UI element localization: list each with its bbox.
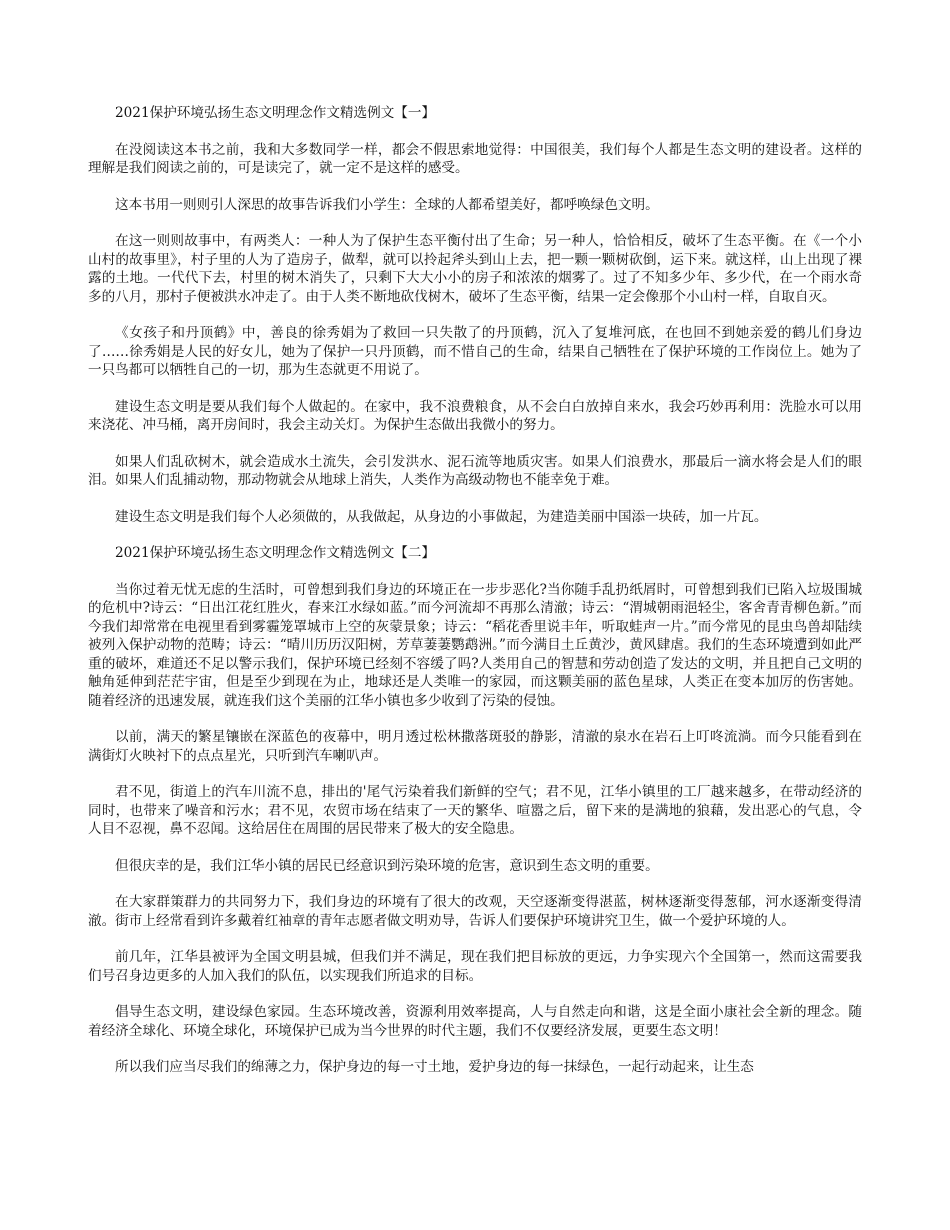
- section-2-paragraph: 在大家群策群力的共同努力下，我们身边的环境有了很大的改观，天空逐渐变得湛蓝，树林逐渐变得葱郁，河水逐渐变得清澈。街市上经常看到许多戴着红袖章的青年志愿者做文明劝导，告诉人们要保护环境讲究卫生，做一个爱护环境的人。: [88, 894, 862, 929]
- document-body: [88, 104, 862, 1095]
- section-2-heading: 2021保护环境弘扬生态文明理念作文精选例文【二】: [115, 545, 436, 561]
- section-2-paragraph: 所以我们应当尽我们的绵薄之力，保护身边的每一寸土地，爱护身边的每一抹绿色，一起行动起来，让生态: [115, 1059, 754, 1075]
- section-1-heading: 2021保护环境弘扬生态文明理念作文精选例文【一】: [115, 105, 436, 121]
- section-1-paragraph: 在这一则则故事中，有两类人：一种人为了保护生态平衡付出了生命；另一种人，恰恰相反，破坏了生态平衡。在《一个小山村的故事里》，村子里的人为了造房子，做犁，就可以拎起斧头到山上去，把一颗一颗树砍倒，运下来。就这样，山上出现了裸露的土地。一代代下去，村里的树木消失了，只剩下大大小小的房子和浓浓的烟雾了。过了不知多少年、多少代，在一个雨水奇多的八月，那村子便被洪水冲走了。由于人类不断地砍伐树木，破坏了生态平衡，结果一定会像那个小山村一样，自取自灭。: [88, 233, 862, 305]
- section-2-paragraph: 前几年，江华县被评为全国文明县城，但我们并不满足，现在我们把目标放的更远，力争实现六个全国第一，然而这需要我们号召身边更多的人加入我们的队伍，以实现我们所追求的目标。: [88, 949, 862, 984]
- section-2-paragraph: 当你过着无忧无虑的生活时，可曾想到我们身边的环境正在一步步恶化?当你随手乱扔纸屑时，可曾想到我们已陷入垃圾围城的危机中?诗云：“日出江花红胜火，春来江水绿如蓝。”而今河流却不再那么清澈；诗云：“渭城朝雨浥轻尘，客舍青青柳色新。”而今我们却常常在电视里看到雾霾笼罩城市上空的灰蒙景象；诗云：“稻花香里说丰年，听取蛙声一片。”而今常见的昆虫鸟兽却陆续被列入保护动物的范畴；诗云：“晴川历历汉阳树，芳草萋萋鹦鹉洲。”而今满目土丘黄沙，黄风肆虐。我们的生态环境遭到如此严重的破坏，难道还不足以警示我们，保护环境已经刻不容缓了吗?人类用自己的智慧和劳动创造了发达的文明，并且把自己文明的触角延伸到茫茫宇宙，但是至少到现在为止，地球还是人类唯一的家园，而这颗美丽的蓝色星球，人类正在变本加厉的伤害她。随着经济的迅速发展，就连我们这个美丽的江华小镇也多少收到了污染的侵蚀。: [88, 581, 862, 709]
- section-1-paragraph: 建设生态文明是我们每个人必须做的，从我做起，从身边的小事做起，为建造美丽中国添一块砖，加一片瓦。: [115, 508, 768, 525]
- section-1-paragraph: 如果人们乱砍树木，就会造成水土流失，会引发洪水、泥石流等地质灾害。如果人们浪费水，那最后一滴水将会是人们的眼泪。如果人们乱捕动物，那动物就会从地球上消失，人类作为高级动物也不能幸免于难。: [88, 453, 862, 488]
- section-1-paragraph: 建设生态文明是要从我们每个人做起的。在家中，我不浪费粮食，从不会白白放掉自来水，我会巧妙再利用：洗脸水可以用来浇花、冲马桶，离开房间时，我会主动关灯。为保护生态做出我微小的努力。: [88, 398, 862, 433]
- section-2-paragraph: 以前，满天的繁星镶嵌在深蓝色的夜幕中，明月透过松林撒落斑驳的静影，清澈的泉水在岩石上叮咚流淌。而今只能看到在满街灯火映衬下的点点星光，只听到汽车喇叭声。: [88, 729, 862, 764]
- section-2-paragraph: 倡导生态文明，建设绿色家园。生态环境改善，资源利用效率提高，人与自然走向和谐，这是全面小康社会全新的理念。随着经济全球化、环境全球化，环境保护已成为当今世界的时代主题，我们不仅要经济发展，更要生态文明！: [88, 1004, 862, 1039]
- section-1-paragraph: 《女孩子和丹顶鹤》中，善良的徐秀娟为了救回一只失散了的丹顶鹤，沉入了复堆河底，在也回不到她亲爱的鹤儿们身边了……徐秀娟是人民的好女儿，她为了保护一只丹顶鹤，而不惜自己的生命，结果自己牺牲在了保护环境的工作岗位上。她为了一只鸟都可以牺牲自己的一切，那为生态就更不用说了。: [88, 325, 862, 378]
- section-1-paragraph: 在没阅读这本书之前，我和大多数同学一样，都会不假思索地觉得：中国很美，我们每个人都是生态文明的建设者。这样的理解是我们阅读之前的，可是读完了，就一定不是这样的感受。: [88, 141, 862, 176]
- section-1-paragraph: 这本书用一则则引人深思的故事告诉我们小学生：全球的人都希望美好，都呼唤绿色文明。: [115, 196, 659, 213]
- section-2-paragraph: 君不见，街道上的汽车川流不息，排出的'尾气污染着我们新鲜的空气；君不见，江华小镇里的工厂越来越多，在带动经济的同时，也带来了噪音和污水；君不见，农贸市场在结束了一天的繁华、喧嚣之后，留下来的是满地的狼藉，发出恶心的气息，令人目不忍视，鼻不忍闻。这给居住在周围的居民带来了极大的安全隐患。: [88, 784, 862, 837]
- section-2-paragraph: 但很庆幸的是，我们江华小镇的居民已经意识到污染环境的危害，意识到生态文明的重要。: [115, 857, 659, 874]
